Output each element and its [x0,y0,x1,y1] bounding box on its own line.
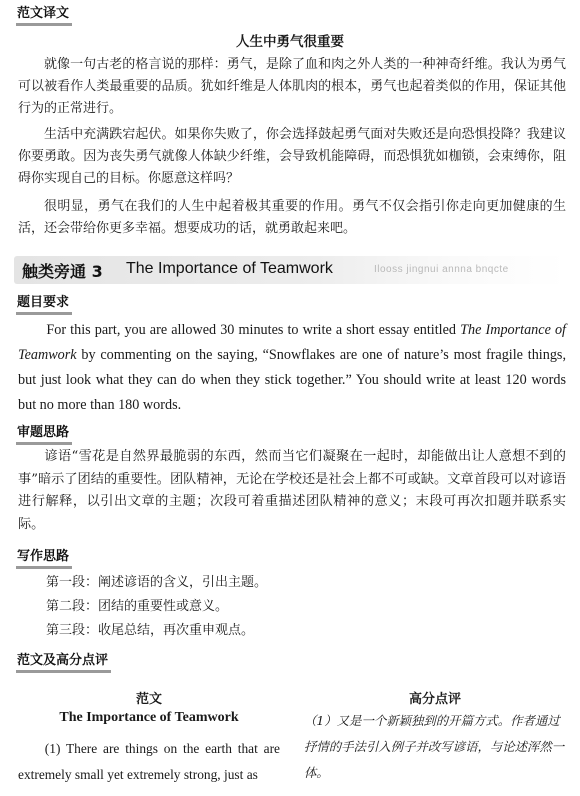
writing-plan-line-2: 第二段：团结的重要性或意义。 [46,599,229,614]
writing-plan-line-1: 第一段：阐述谚语的含义，引出主题。 [46,575,268,590]
requirement-paragraph [18,318,566,418]
section-tag-requirement: 题目要求 [16,294,72,315]
sample-essay-title: The Importance of Teamwork [59,710,239,725]
commentary-heading: 高分点评 [408,692,461,707]
analysis-paragraph: 谚语“雪花是自然界最脆弱的东西，然而当它们凝聚在一起时，却能做出让人意想不到的事”暗示了团结的重要性。团队精神，无论在学校还是社会上都不可或缺。文章首段可以对谚语进行解释，以引出文章的主题；次段可着重描述团队精神的意义；末段可再次扣题并联系实际。 [18,449,566,532]
banner-title: The Importance of Teamwork [126,260,333,277]
commentary-text: （1）又是一个新颖独到的开篇方式。作者通过抒情的手法引入例子并改写谚语，与论述浑然一体。 [304,713,565,780]
writing-plan-line-3: 第三段：收尾总结，再次重申观点。 [46,623,255,638]
section-tag-translation: 范文译文 [16,5,72,26]
translation-paragraph-3: 很明显，勇气在我们的人生中起着极其重要的作用。勇气不仅会指引你走向更加健康的生活，还会带给你更多幸福。想要成功的话，就勇敢起来吧。 [18,199,566,236]
translation-paragraph-2: 生活中充满跌宕起伏。如果你失败了，你会选择鼓起勇气面对失败还是向恐惧投降？我建议你要勇敢。因为丧失勇气就像人体缺少纤维，会导致机能障碍，而恐惧犹如枷锁，会束缚你，阻碍你实现自己的目标。你愿意这样吗？ [18,127,566,186]
section-tag-sample: 范文及高分点评 [16,652,111,673]
topic-banner [14,256,566,284]
essay-title-italic: The Importance of Teamwork [18,322,566,363]
translation-paragraph-1: 就像一句古老的格言说的那样：勇气，是除了血和肉之外人类的一种神奇纤维。我认为勇气可以被看作人类最重要的品质。犹如纤维是人体肌肉的根本，勇气也起着类似的作用，保证其他行为的正常进行。 [18,57,566,116]
sample-left-heading: 范文 [135,692,162,707]
requirement-text-end: by commenting on the saying, “Snowflakes are one of nature’s most fragile things, but just look what they can do when they stick together.” You should write at least 120 words but no more than 180 words. [18,347,566,413]
sample-essay-text: (1) There are things on the earth that are extremely small yet extremely strong, just as [18,741,280,782]
section-tag-analysis: 审题思路 [16,424,72,445]
translation-title: 人生中勇气很重要 [236,34,344,50]
banner-heading: 触类旁通 3 [22,262,103,281]
banner-faded-text: Ilooss jingnui annna bnqcte [374,264,509,275]
requirement-text-start: For this part, you are allowed 30 minutes to write a short essay entitled [46,322,461,338]
section-tag-writing-plan: 写作思路 [16,548,72,569]
